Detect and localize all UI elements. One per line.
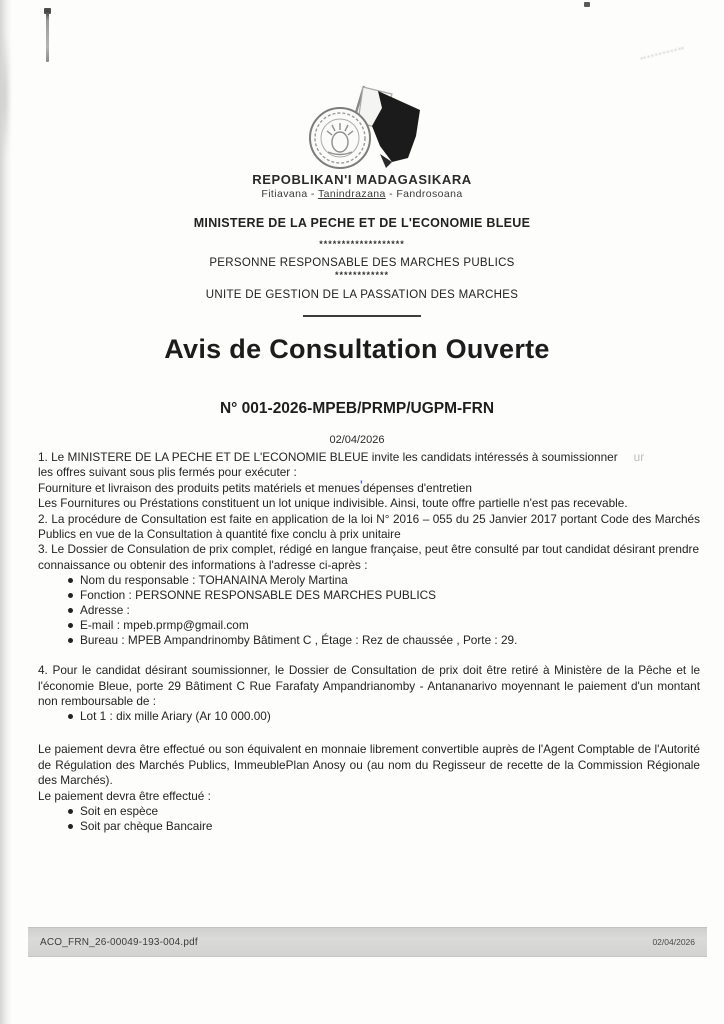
list-item: Soit en espèce	[38, 804, 700, 819]
payment-method-intro: Le paiement devra être effectué :	[38, 788, 211, 803]
paragraph-1-main: 1. Le MINISTERE DE LA PECHE ET DE L'ECONOMIE BLEUE invite les candidats intéressés à soumissionner	[38, 450, 618, 464]
list-item: Nom du responsable : TOHANAINA Meroly Martina	[38, 573, 700, 588]
ink-speck	[584, 2, 590, 7]
motto-word-1: Fitiavana	[261, 188, 308, 200]
document-title: Avis de Consultation Ouverte	[164, 334, 550, 364]
list-item: Lot 1 : dix mille Ariary (Ar 10 000.00)	[38, 709, 700, 724]
department-name: PERSONNE RESPONSABLE DES MARCHES PUBLICS	[209, 257, 515, 269]
payment-methods-list	[38, 804, 700, 834]
document-body	[38, 450, 700, 849]
ministry-name: MINISTERE DE LA PECHE ET DE L'ECONOMIE BLEUE	[193, 216, 531, 230]
list-item: Adresse :	[38, 603, 700, 618]
reference-number: N° 001-2026-MPEB/PRMP/UGPM-FRN	[219, 400, 495, 417]
paragraph-1-line3a: Fourniture et livraison des produits petits matériels et menues	[38, 480, 360, 495]
paragraph-2: 2. La procédure de Consultation est faite en application de la loi N° 2016 – 055 du 25 Janvier 2017 portant Code des Marchés Publics en vue de la Consultation à quantité fixe conclu à prix unitaire	[38, 511, 700, 542]
list-item: Soit par chèque Bancaire	[38, 819, 700, 834]
paragraph-1-line3b: dépenses d'entretien	[362, 480, 472, 495]
motto-word-3: Fandrosoana	[396, 188, 463, 200]
contact-details-list	[38, 573, 700, 648]
paragraph-1	[38, 450, 700, 496]
unit-name: UNITE DE GESTION DE LA PASSATION DES MARCHES	[205, 289, 519, 301]
republic-name: REPOBLIKAN'I MADAGASIKARA	[252, 172, 472, 187]
scan-smudge	[0, 30, 10, 160]
paragraph-3: 3. Le Dossier de Consulation de prix complet, rédigé en langue française, peut être consulté par tout candidat désirant prendre connaissance ou obtenir des informations à l'adresse ci-après :	[38, 542, 700, 572]
paragraph-1-line2: les offres suivant sous plis fermés pour exécuter :	[38, 465, 297, 480]
list-item: E-mail : mpeb.prmp@gmail.com	[38, 618, 700, 633]
paragraph-1-faded-fragment: ur	[633, 450, 645, 464]
ministry-header	[0, 216, 724, 317]
madagascar-seal-flag-icon	[296, 84, 428, 170]
stars-separator-2: ************	[334, 270, 390, 280]
seal-outer-circle	[310, 108, 370, 168]
document-date: 02/04/2026	[329, 434, 385, 446]
pencil-smudge	[640, 47, 687, 75]
motto-word-2: Tanindrazana	[317, 188, 386, 200]
motto-separator: -	[385, 188, 397, 200]
single-lot-notice: Les Fournitures ou Préstations constituent un lot unique indivisible. Ainsi, toute offre partielle n'est pas recevable.	[38, 496, 628, 511]
list-item: Fonction : PERSONNE RESPONSABLE DES MARCHES PUBLICS	[38, 588, 700, 603]
blue-pen-tick: '	[359, 477, 363, 492]
list-item: Bureau : MPEB Ampandrinomby Bâtiment C , Étage : Rez de chaussée , Porte : 29.	[38, 633, 700, 648]
lot-price-list	[38, 709, 700, 724]
header-divider	[303, 315, 421, 317]
footer-date: 02/04/2026	[652, 937, 695, 947]
footer-filename: ACO_FRN_26-00049-193-004.pdf	[40, 936, 198, 948]
motto-separator: -	[307, 188, 318, 200]
stars-separator-1: *******************	[319, 239, 405, 249]
republic-emblem-block	[252, 84, 472, 200]
footer-bar	[28, 927, 707, 957]
staple-mark-line	[46, 10, 49, 62]
paragraph-4: 4. Pour le candidat désirant soumissionner, le Dossier de Consultation de prix doit être retiré à Ministère de la Pêche et le l'économie Bleue, porte 29 Bâtiment C Rue Farafaty Ampandrianomby - Antananarivo moyennant le paiement d'un montant non remboursable de :	[38, 663, 700, 709]
national-motto	[252, 188, 472, 200]
payment-terms-paragraph: Le paiement devra être effectué ou son équivalent en monnaie librement convertible auprès de l'Agent Comptable de l'Autorité de Régulation des Marchés Publics, ImmeublePlan Anosy ou (au nom du Regisseur de recette de la Commission Régionale des Marchés).	[38, 742, 700, 788]
